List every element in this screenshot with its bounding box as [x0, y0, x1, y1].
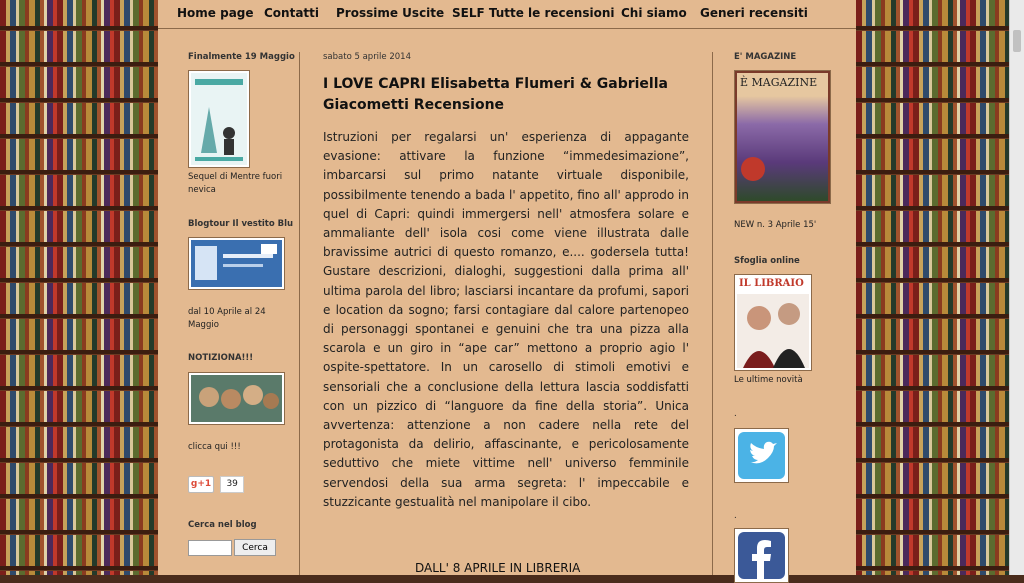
widget-title-finalmente: Finalmente 19 Maggio [188, 52, 295, 62]
emagazine-badge [741, 157, 765, 181]
emagazine-logo: È MAGAZINE [740, 76, 818, 89]
scrollbar-thumb[interactable] [1013, 30, 1021, 52]
widget-caption-emagazine: NEW n. 3 Aprile 15' [734, 220, 817, 230]
left-divider [299, 52, 300, 575]
book-cover-sequel[interactable] [188, 70, 250, 168]
post-date: sabato 5 aprile 2014 [323, 52, 411, 62]
book-cover-image [191, 73, 247, 165]
window-scrollbar[interactable] [1009, 0, 1024, 575]
notiziona-banner-image [191, 375, 282, 422]
widget-caption-sequel: Sequel di Mentre fuori nevica [188, 172, 283, 195]
search-input[interactable] [188, 540, 232, 556]
widget-title-blogtour: Blogtour Il vestito Blu [188, 219, 294, 229]
top-navigation [158, 0, 856, 29]
widget-caption-libraio: Le ultime novità [734, 375, 803, 385]
bookshelf-background-left [0, 0, 158, 575]
notiziona-banner[interactable] [188, 372, 285, 425]
blogtour-banner[interactable] [188, 237, 285, 290]
nav-self-recensioni[interactable]: SELF Tutte le recensioni [452, 6, 615, 20]
il-libraio-cover[interactable] [734, 274, 812, 371]
blogtour-banner-image [191, 240, 282, 287]
nav-generi-recensiti[interactable]: Generi recensiti [700, 6, 808, 20]
search-button[interactable]: Cerca [234, 539, 276, 556]
gplus-count: 39 [220, 476, 244, 493]
widget-dot-1: . [734, 409, 737, 419]
il-libraio-logo: IL LIBRAIO [739, 278, 804, 289]
widget-title-search: Cerca nel blog [188, 520, 257, 530]
facebook-icon [738, 532, 785, 579]
il-libraio-photo [737, 294, 809, 368]
twitter-link[interactable] [734, 428, 789, 483]
post-body: Istruzioni per regalarsi un' esperienza di appagante evasione: attivare la funzione “immedesimazione”, imbarcarsi sul primo natante virtuale disponibile, possibilmente tenendo a bada l' appetito, fino all' approdo in quel di Capri: quindi immergersi nell' atmosfera solare e ammaliante dell' isola cosi come viene illustrata dalle bravissime autrici di questo romanzo, e.... godersela tutta! Gustare descrizioni, dialoghi, suggestioni dalla prima all' ultima parola del libro; lasciarsi incantare da profumi, sapori e location da sogno; farsi contagiare dal calore partenopeo di personaggi spontanei e genuini che tra una pizza alla scarola e un giro in “ape car” mettono a proprio agio l' ospite-spettatore. In un carosello di stimoli emotivi e sensoriali che a conclusione della lettura lascia soddisfatti con un pizzico di “languore da fine della storia”. Unica avvertenza: attenzione a non cadere nella rete del protagonista da delirio, affascinante, e pericolosamente seduttivo che miete vittime nell' universo femminile servendosi della sua arma segreta: l' impeccabile e stuzzicante gestualità nel manipolare il cibo. [323, 130, 689, 509]
widget-title-notiziona: NOTIZIONA!!! [188, 353, 254, 363]
nav-home-page[interactable]: Home page [177, 6, 254, 20]
nav-prossime-uscite[interactable]: Prossime Uscite [336, 6, 445, 20]
gplus-widget [188, 476, 244, 493]
post-title[interactable]: I LOVE CAPRI Elisabetta Flumeri & Gabriella Giacometti Recensione [323, 76, 668, 113]
blog-page [158, 0, 856, 575]
widget-caption-blogtour: dal 10 Aprile al 24 Maggio [188, 307, 266, 330]
widget-title-emagazine: E' MAGAZINE [734, 52, 797, 62]
right-divider [712, 52, 713, 575]
nav-contatti[interactable]: Contatti [264, 6, 320, 20]
gplus-button[interactable]: g+1 [188, 476, 214, 493]
widget-caption-clicca[interactable]: clicca qui !!! [188, 442, 241, 452]
post-footer-line: DALL' 8 APRILE IN LIBRERIA [415, 561, 581, 575]
widget-dot-2: . [734, 511, 737, 521]
nav-chi-siamo[interactable]: Chi siamo [621, 6, 687, 20]
emagazine-cover[interactable] [734, 70, 831, 204]
twitter-icon [738, 432, 785, 479]
widget-title-sfoglia: Sfoglia online [734, 256, 800, 266]
bookshelf-background-right [856, 0, 1024, 575]
emagazine-cover-art [737, 73, 828, 201]
